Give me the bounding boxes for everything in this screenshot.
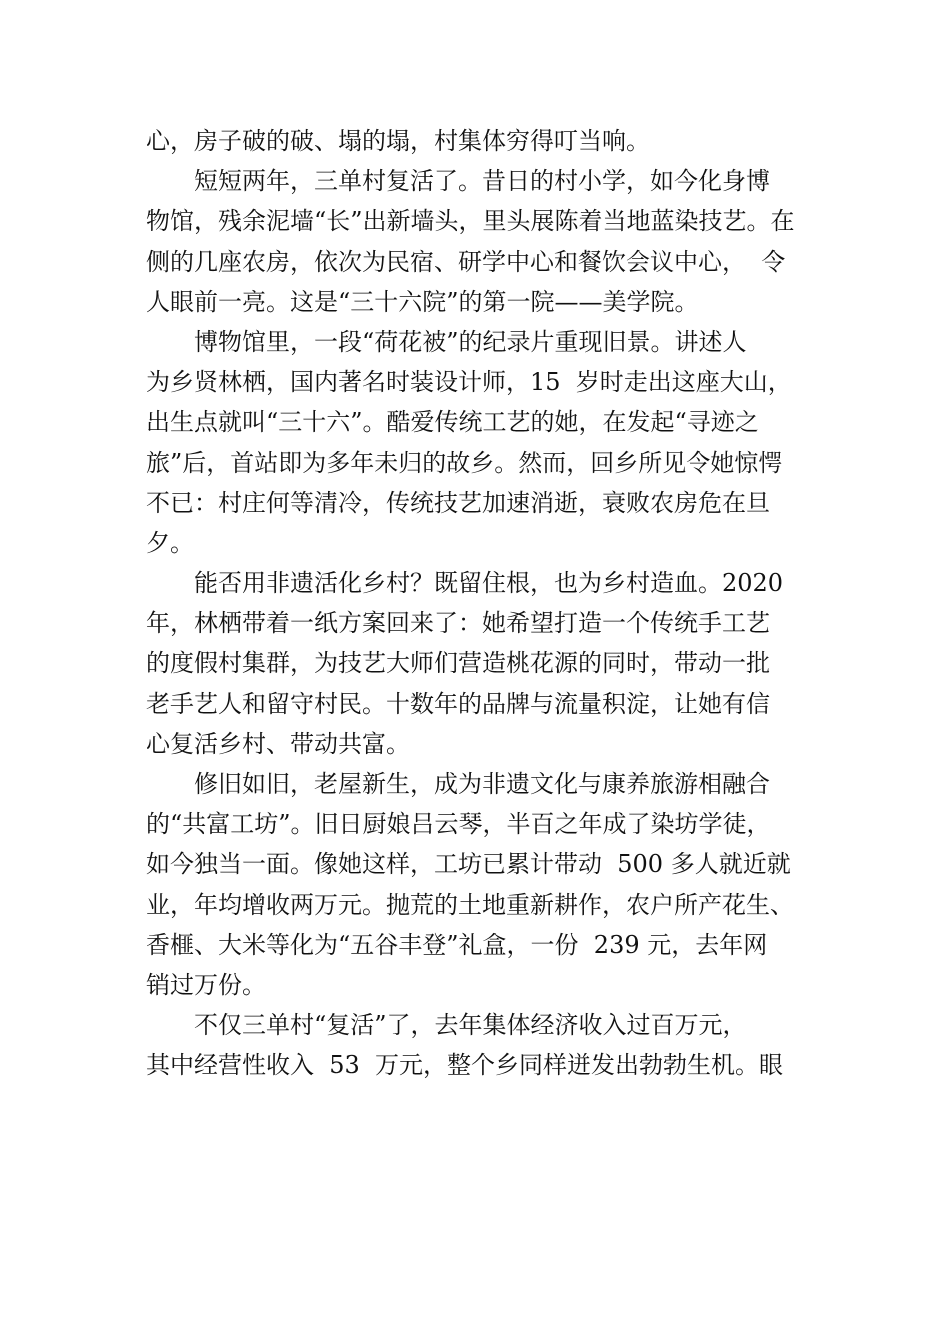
text-line: 夕。 bbox=[146, 528, 194, 557]
text-line: 如今独当一面。像她这样，工坊已累计带动 500 多人就近就 bbox=[146, 850, 791, 879]
text-line: 其中经营性收入 53 万元，整个乡同样迸发出勃勃生机。眼 bbox=[146, 1051, 784, 1080]
text-line: 心复活乡村、带动共富。 bbox=[146, 729, 410, 758]
text-line: 能否用非遗活化乡村？既留住根，也为乡村造血。2020 bbox=[194, 569, 784, 598]
text-line: 出生点就叫“三十六”。酷爱传统工艺的她，在发起“寻迹之 bbox=[146, 408, 759, 437]
text-line: 业，年均增收两万元。抛荒的土地重新耕作，农户所产花生、 bbox=[146, 890, 794, 919]
text-line: 不仅三单村“复活”了，去年集体经济收入过百万元， bbox=[194, 1011, 747, 1040]
text-line: 人眼前一亮。这是“三十六院”的第一院——美学院。 bbox=[146, 287, 699, 316]
text-line: 侧的几座农房，依次为民宿、研学中心和餐饮会议中心， 令 bbox=[146, 247, 786, 276]
body-text bbox=[146, 121, 814, 1086]
text-line: 香榧、大米等化为“五谷丰登”礼盒，一份 239 元，去年网 bbox=[146, 930, 768, 959]
text-line: 物馆，残余泥墙“长”出新墙头，里头展陈着当地蓝染技艺。在 bbox=[146, 207, 795, 236]
text-line: 的度假村集群，为技艺大师们营造桃花源的同时，带动一批 bbox=[146, 649, 770, 678]
text-line: 修旧如旧，老屋新生，成为非遗文化与康养旅游相融合 bbox=[194, 770, 770, 798]
text-line: 心，房子破的破、塌的塌，村集体穷得叮当响。 bbox=[146, 127, 650, 155]
text-line: 旅”后，首站即为多年未归的故乡。然而，回乡所见令她惊愕 bbox=[146, 448, 783, 477]
text-line: 博物馆里，一段“荷花被”的纪录片重现旧景。讲述人 bbox=[194, 327, 747, 356]
text-line: 短短两年，三单村复活了。昔日的村小学，如今化身博 bbox=[194, 167, 770, 196]
text-line: 老手艺人和留守村民。十数年的品牌与流量积淀，让她有信 bbox=[146, 689, 770, 718]
text-line: 年，林栖带着一纸方案回来了：她希望打造一个传统手工艺 bbox=[146, 609, 770, 638]
text-line: 销过万份。 bbox=[146, 970, 266, 999]
text-line: 不已：村庄何等清冷，传统技艺加速消逝，衰败农房危在旦 bbox=[146, 488, 770, 517]
text-line: 为乡贤林栖，国内著名时装设计师，15 岁时走出这座大山， bbox=[146, 368, 792, 397]
text-line: 的“共富工坊”。旧日厨娘吕云琴，半百之年成了染坊学徒， bbox=[146, 810, 771, 839]
